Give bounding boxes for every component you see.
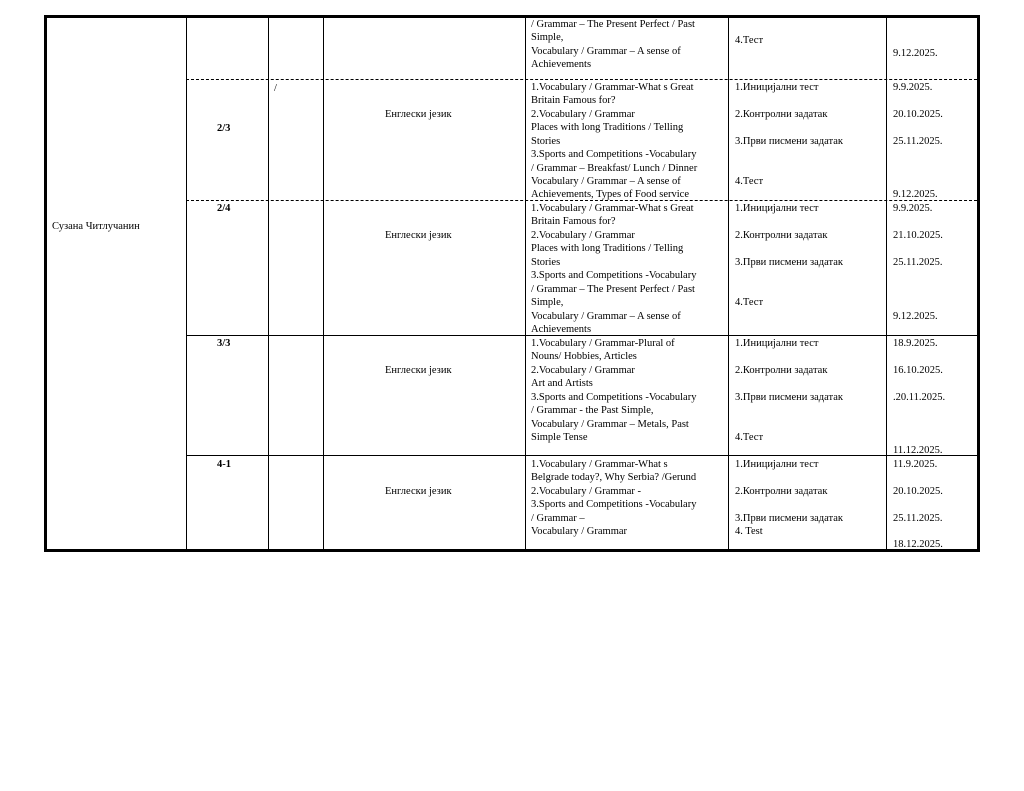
date-line: 25.11.2025.: [893, 136, 943, 147]
test-line: 4.Тест: [735, 297, 764, 308]
date-line: 11.12.2025.: [893, 445, 943, 456]
topic-line: Vocabulary / Grammar – Metals, Past: [531, 419, 689, 430]
date-line: 9.12.2025.: [893, 189, 938, 200]
topic-line: 2.Vocabulary / Grammar -: [531, 486, 642, 497]
date-line: 18.12.2025.: [893, 539, 943, 550]
topic-line: / Grammar - the Past Simple,: [531, 405, 654, 416]
topic-line: Places with long Traditions / Telling: [531, 243, 684, 254]
class-label: 2/3: [217, 123, 231, 134]
topic-line: 3.Sports and Competitions -Vocabulary: [531, 499, 697, 510]
topic-line: Achievements, Types of Food service: [531, 189, 689, 200]
topic-line: Vocabulary / Grammar – A sense of: [531, 311, 681, 322]
topic-line: Nouns/ Hobbies, Articles: [531, 351, 637, 362]
column-divider: [728, 18, 729, 549]
column-divider: [525, 18, 526, 549]
date-line: 20.10.2025.: [893, 109, 943, 120]
topic-line: Vocabulary / Grammar – A sense of: [531, 46, 681, 57]
topic-line: 3.Sports and Competitions -Vocabulary: [531, 149, 697, 160]
topic-line: Achievements: [531, 59, 592, 70]
topic-line: 2.Vocabulary / Grammar: [531, 365, 635, 376]
test-line: 3.Први писмени задатак: [735, 513, 843, 524]
topic-line: Stories: [531, 257, 561, 268]
test-line: 3.Први писмени задатак: [735, 136, 843, 147]
topic-line: Art and Artists: [531, 378, 593, 389]
topic-line: 1.Vocabulary / Grammar-What s Great: [531, 82, 694, 93]
topic-line: 3.Sports and Competitions -Vocabulary: [531, 270, 697, 281]
date-line: 20.10.2025.: [893, 486, 943, 497]
subject-label: Енглески језик: [385, 486, 452, 497]
test-line: 2.Контролни задатак: [735, 486, 828, 497]
topic-line: 1.Vocabulary / Grammar-What s: [531, 459, 668, 470]
date-line: 9.12.2025.: [893, 48, 938, 59]
topic-line: / Grammar – The Present Perfect / Past: [531, 284, 695, 295]
topic-line: 1.Vocabulary / Grammar-What s Great: [531, 203, 694, 214]
class-label: 4-1: [217, 459, 231, 470]
test-line: 1.Иницијални тест: [735, 338, 819, 349]
topic-line: Vocabulary / Grammar – A sense of: [531, 176, 681, 187]
topic-line: / Grammar – The Present Perfect / Past: [531, 19, 695, 30]
subject-label: Енглески језик: [385, 230, 452, 241]
date-line: 9.9.2025.: [893, 82, 933, 93]
column-divider: [186, 18, 187, 549]
date-line: 25.11.2025.: [893, 257, 943, 268]
topic-line: / Grammar –: [531, 513, 585, 524]
date-line: 9.9.2025.: [893, 203, 933, 214]
topic-line: / Grammar – Breakfast/ Lunch / Dinner: [531, 163, 698, 174]
topic-line: Vocabulary / Grammar: [531, 526, 628, 537]
topic-line: Simple Tense: [531, 432, 588, 443]
class-label: 3/3: [217, 338, 231, 349]
teacher-name: Сузана Читлучанин: [52, 221, 140, 232]
date-line: 9.12.2025.: [893, 311, 938, 322]
topic-line: Achievements: [531, 324, 592, 335]
slash-mark: /: [274, 83, 277, 94]
test-line: 4.Тест: [735, 35, 764, 46]
test-line: 1.Иницијални тест: [735, 459, 819, 470]
test-line: 3.Први писмени задатак: [735, 392, 843, 403]
test-line: 1.Иницијални тест: [735, 82, 819, 93]
date-line: 21.10.2025.: [893, 230, 943, 241]
column-divider: [886, 18, 887, 549]
test-line: 4. Test: [735, 526, 763, 537]
topic-line: Britain Famous for?: [531, 95, 616, 106]
row-divider: [186, 79, 977, 80]
topic-line: Simple,: [531, 32, 564, 43]
row-divider: [186, 455, 977, 456]
test-line: 2.Контролни задатак: [735, 109, 828, 120]
test-line: 1.Иницијални тест: [735, 203, 819, 214]
topic-line: Simple,: [531, 297, 564, 308]
topic-line: 3.Sports and Competitions -Vocabulary: [531, 392, 697, 403]
date-line: 11.9.2025.: [893, 459, 938, 470]
date-line: 16.10.2025.: [893, 365, 943, 376]
topic-line: Stories: [531, 136, 561, 147]
subject-label: Енглески језик: [385, 365, 452, 376]
schedule-table: [44, 15, 980, 552]
date-line: 18.9.2025.: [893, 338, 938, 349]
date-line: .20.11.2025.: [893, 392, 946, 403]
subject-label: Енглески језик: [385, 109, 452, 120]
test-line: 3.Први писмени задатак: [735, 257, 843, 268]
test-line: 2.Контролни задатак: [735, 365, 828, 376]
test-line: 4.Тест: [735, 432, 764, 443]
topic-line: Britain Famous for?: [531, 216, 616, 227]
topic-line: 2.Vocabulary / Grammar: [531, 109, 635, 120]
topic-line: 2.Vocabulary / Grammar: [531, 230, 635, 241]
topic-line: Places with long Traditions / Telling: [531, 122, 684, 133]
column-divider: [268, 18, 269, 549]
test-line: 4.Тест: [735, 176, 764, 187]
topic-line: 1.Vocabulary / Grammar-Plural of: [531, 338, 675, 349]
column-divider: [323, 18, 324, 549]
date-line: 25.11.2025.: [893, 513, 943, 524]
test-line: 2.Контролни задатак: [735, 230, 828, 241]
class-label: 2/4: [217, 203, 231, 214]
topic-line: Belgrade today?, Why Serbia? /Gerund: [531, 472, 697, 483]
